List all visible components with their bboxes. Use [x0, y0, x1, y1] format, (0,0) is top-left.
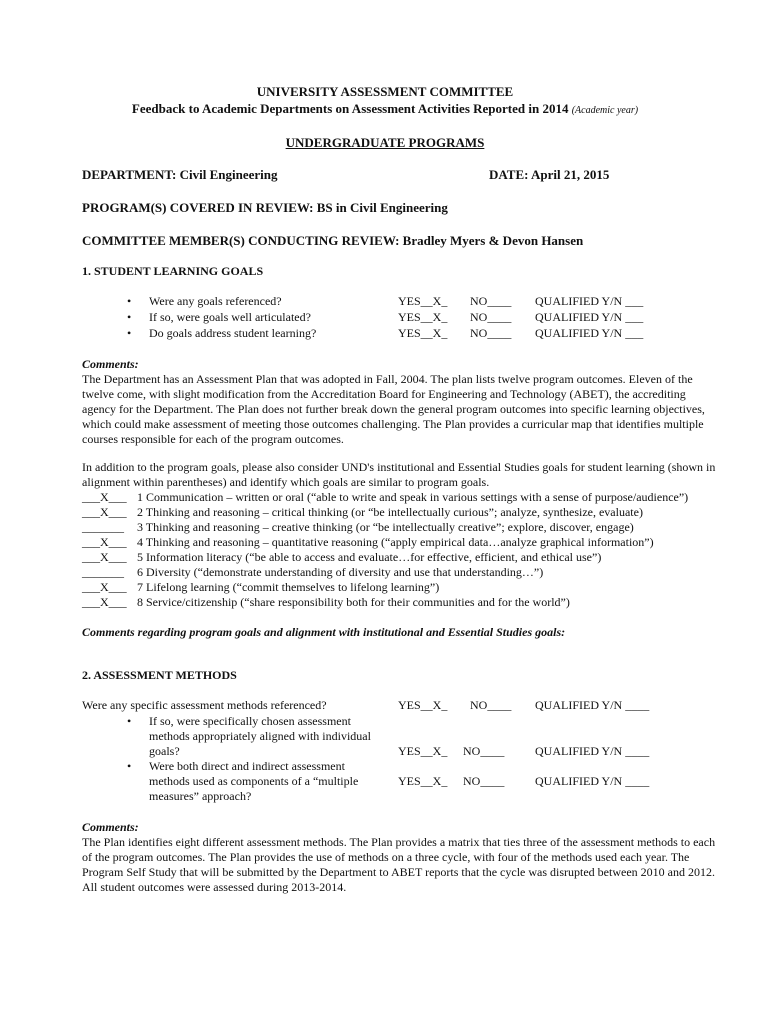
goal-yes: YES__X_	[398, 310, 448, 324]
und-goal-text: 6 Diversity (“demonstrate understanding of diversity and use that understanding…”)	[137, 565, 544, 579]
und-goal-mark: ___X___	[82, 535, 127, 549]
und-goal-text: 2 Thinking and reasoning – critical thinking (or “be intellectually curious”; analyze, synthesize, evaluate)	[137, 505, 643, 519]
date-line: DATE: April 21, 2015	[489, 167, 610, 182]
comments-label: Comments:	[82, 820, 139, 834]
method-yes: YES__X_	[398, 744, 448, 758]
method-yes: YES__X_	[398, 774, 448, 788]
method-no: NO____	[463, 774, 505, 788]
und-goal-row	[82, 535, 654, 550]
und-goal-mark: ___X___	[82, 595, 127, 609]
und-goal-text: 7 Lifelong learning (“commit themselves to lifelong learning”)	[137, 580, 440, 594]
method-no: NO____	[470, 698, 512, 712]
program-level-heading: UNDERGRADUATE PROGRAMS	[285, 135, 485, 150]
und-goal-row	[82, 595, 570, 610]
method-question: Were any specific assessment methods referenced?	[82, 698, 327, 712]
method-qualified: QUALIFIED Y/N ____	[535, 744, 650, 758]
und-goal-mark: ___X___	[82, 550, 127, 564]
method-qualified: QUALIFIED Y/N ____	[535, 698, 650, 712]
methods-comments-text: The Plan identifies eight different assessment methods. The Plan provides a matrix that ties three of the assessment methods to each of the program outcomes. The Plan provides the use of methods on a three cycle, with four of the methods used each year. The Program Self Study that will be submitted by the Department to ABET reports that the cycle was disrupted between 2010 and 2012. All student outcomes were assessed during 2013-2014.	[82, 835, 716, 894]
und-goal-mark: _______	[82, 520, 124, 534]
method-no: NO____	[463, 744, 505, 758]
und-goals-intro: In addition to the program goals, please also consider UND's institutional and Essential Studies goals for student learning (shown in alignment within parentheses) and identify which goals are similar to program goals.	[82, 460, 716, 489]
und-goal-text: 4 Thinking and reasoning – quantitative reasoning (“apply empirical data…analyze graphical information”)	[137, 535, 654, 549]
section1-heading: 1. STUDENT LEARNING GOALS	[82, 264, 264, 278]
und-goal-mark: ___X___	[82, 490, 127, 504]
method-question-line: methods used as components of a “multiple	[149, 774, 359, 788]
programs-line: PROGRAM(S) COVERED IN REVIEW: BS in Civil Engineering	[82, 200, 448, 215]
method-qualified: QUALIFIED Y/N ____	[535, 774, 650, 788]
goal-qualified: QUALIFIED Y/N ___	[535, 294, 644, 308]
goal-no: NO____	[470, 294, 512, 308]
goal-yes: YES__X_	[398, 326, 448, 340]
goals-comments-text: The Department has an Assessment Plan that was adopted in Fall, 2004. The plan lists twelve program outcomes. Eleven of the twelve come, with slight modification from the Accreditation Board for Engineering and Technology (ABET), the accrediting agency for the Department. The Plan does not further break down the general program outcomes into specific learning objectives, which could make assessment of meeting those outcomes challenging. The Plan provides a curricular map that identifies multiple courses responsible for each of the program outcomes.	[82, 372, 705, 446]
method-question-line: • If so, were specifically chosen assessment	[149, 714, 351, 728]
department-line: DEPARTMENT: Civil Engineering	[82, 167, 278, 182]
und-goal-row	[82, 490, 688, 505]
method-question-line: goals?	[149, 744, 180, 758]
section2-heading: 2. ASSESSMENT METHODS	[82, 668, 237, 682]
und-goal-text: 1 Communication – written or oral (“able to write and speak in various settings with a sense of purpose/audience”)	[137, 490, 689, 504]
und-goal-row	[82, 505, 643, 520]
und-goal-mark: ___X___	[82, 505, 127, 519]
und-goal-mark: ___X___	[82, 580, 127, 594]
goal-qualified: QUALIFIED Y/N ___	[535, 326, 644, 340]
method-question	[149, 759, 358, 804]
method-question-line: • Were both direct and indirect assessment	[149, 759, 345, 773]
und-goal-mark: _______	[82, 565, 124, 579]
und-goal-text: 3 Thinking and reasoning – creative thinking (or “be intellectually creative”; explore, discover, engage)	[137, 520, 634, 534]
goal-no: NO____	[470, 326, 512, 340]
goal-question: • Do goals address student learning?	[149, 326, 316, 341]
feedback-title	[0, 101, 770, 119]
method-question	[149, 714, 371, 759]
und-goal-row	[82, 550, 601, 565]
goal-question: • Were any goals referenced?	[149, 294, 282, 309]
goal-question: • If so, were goals well articulated?	[149, 310, 311, 325]
goal-yes: YES__X_	[398, 294, 448, 308]
feedback-title-text: Feedback to Academic Departments on Assessment Activities Reported in 2014	[131, 101, 569, 116]
alignment-comments-label: Comments regarding program goals and alignment with institutional and Essential Studies goals:	[82, 625, 566, 639]
und-goal-text: 8 Service/citizenship (“share responsibility both for their communities and for the world”)	[137, 595, 570, 609]
und-goal-row	[82, 580, 439, 595]
goal-qualified: QUALIFIED Y/N ___	[535, 310, 644, 324]
und-goal-row	[82, 520, 634, 535]
feedback-year-note: (Academic year)	[571, 105, 639, 116]
und-goal-row	[82, 565, 543, 580]
committee-title: UNIVERSITY ASSESSMENT COMMITTEE	[256, 84, 514, 99]
comments-label: Comments:	[82, 357, 139, 371]
method-question-line: measures” approach?	[149, 789, 252, 803]
members-line: COMMITTEE MEMBER(S) CONDUCTING REVIEW: Bradley Myers & Devon Hansen	[82, 233, 584, 248]
und-goal-text: 5 Information literacy (“be able to access and evaluate…for effective, efficient, and ethical use”)	[137, 550, 602, 564]
method-yes: YES__X_	[398, 698, 448, 712]
method-question-line: methods appropriately aligned with individual	[149, 729, 371, 743]
goal-no: NO____	[470, 310, 512, 324]
